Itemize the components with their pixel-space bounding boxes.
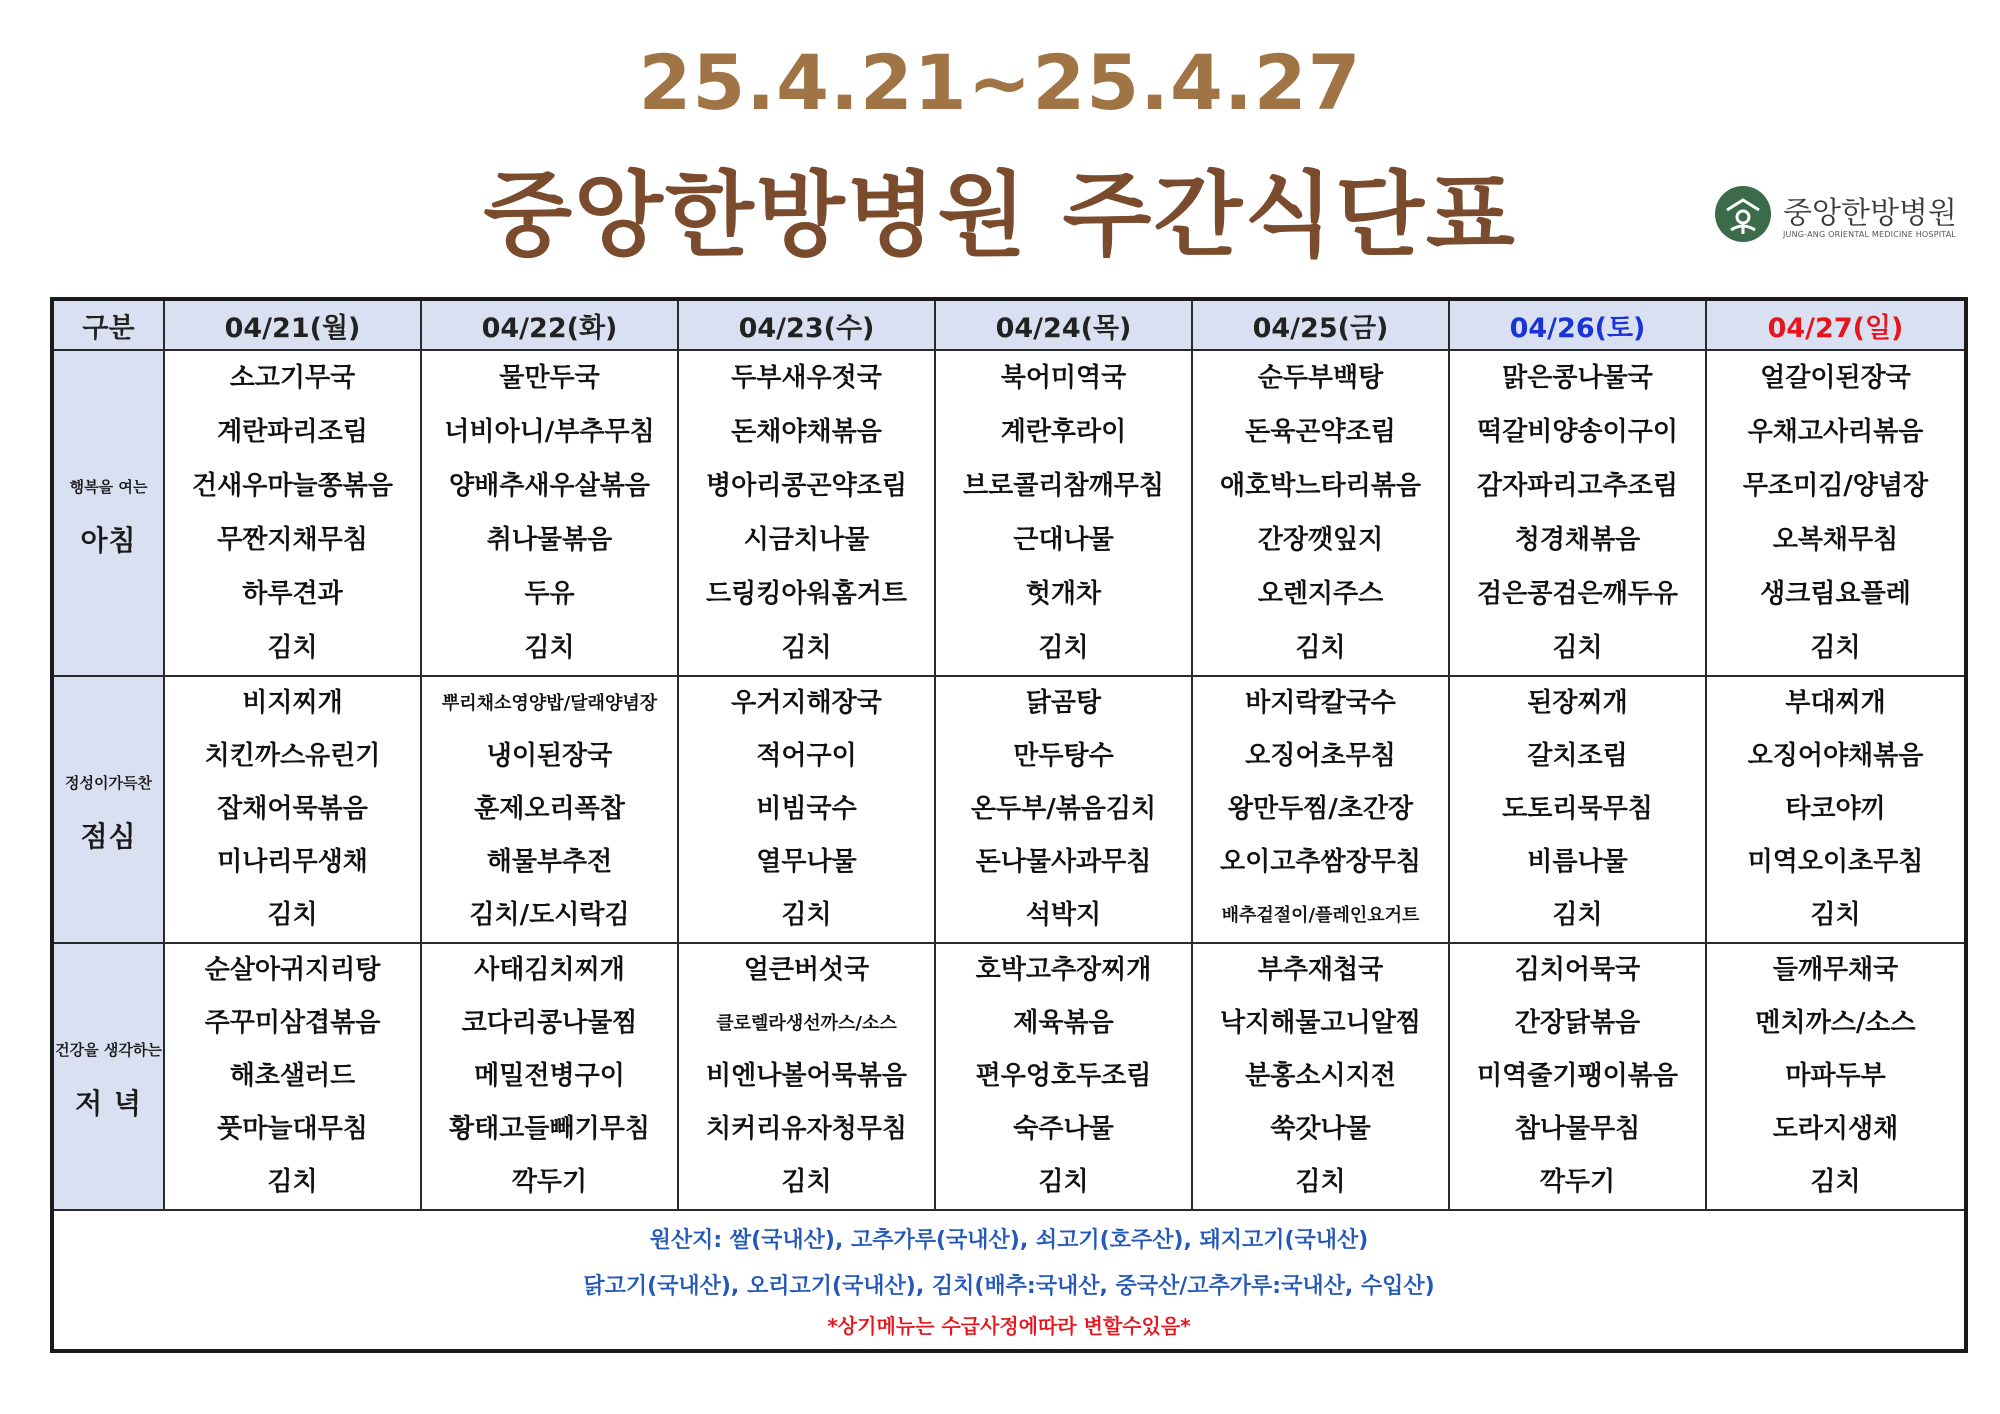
menu-cell	[1192, 943, 1449, 1210]
meal-name: 저 녁	[75, 1087, 142, 1120]
menu-item: 김치	[1810, 900, 1861, 930]
menu-cell	[164, 943, 421, 1210]
menu-item: 마파두부	[1785, 1061, 1886, 1091]
menu-item: 김치	[1295, 1167, 1346, 1197]
meal-subtitle: 정성이가득찬	[65, 774, 152, 792]
menu-item: 얼큰버섯국	[743, 955, 870, 985]
menu-item: 멘치까스/소스	[1755, 1008, 1916, 1038]
menu-cell	[421, 943, 678, 1210]
menu-cell	[421, 676, 678, 943]
menu-item: 잡채어묵볶음	[217, 794, 368, 824]
footer-notes	[52, 1210, 1966, 1351]
menu-item: 냉이된장국	[486, 741, 613, 771]
hospital-emblem-icon	[1713, 184, 1773, 244]
meal-label	[52, 943, 164, 1210]
menu-item: 얼갈이된장국	[1760, 363, 1911, 393]
menu-item: 김치	[781, 900, 832, 930]
menu-item: 시금치나물	[743, 525, 870, 555]
menu-item: 검은콩검은깨두유	[1477, 579, 1678, 609]
menu-item: 뿌리채소영양밥/달래양념장	[441, 693, 658, 714]
menu-item: 황태고들빼기무침	[449, 1114, 650, 1144]
meal-subtitle: 행복을 여는	[69, 477, 148, 496]
hospital-logo	[1713, 180, 1957, 252]
menu-item: 편우엉호두조림	[975, 1061, 1152, 1091]
menu-item: 코다리콩나물찜	[461, 1008, 638, 1038]
menu-item: 하루견과	[242, 579, 343, 609]
meal-subtitle: 건강을 생각하는	[55, 1041, 162, 1059]
menu-item: 도라지생채	[1772, 1114, 1899, 1144]
dinner-row	[52, 943, 1966, 1210]
menu-item: 깍두기	[511, 1167, 588, 1197]
menu-item: 떡갈비양송이구이	[1477, 417, 1678, 447]
breakfast-row	[52, 350, 1966, 676]
menu-item: 순살아귀지리탕	[204, 955, 381, 985]
menu-item: 해물부추전	[486, 847, 613, 877]
meal-label	[52, 350, 164, 676]
menu-item: 깍두기	[1539, 1167, 1616, 1197]
menu-cell	[678, 943, 935, 1210]
menu-item: 비름나물	[1527, 847, 1628, 877]
menu-item: 무짠지채무침	[217, 525, 368, 555]
meal-label	[52, 676, 164, 943]
menu-item: 돈나물사과무침	[975, 847, 1152, 877]
menu-item: 오징어야채볶음	[1747, 741, 1924, 771]
menu-item: 브로콜리참깨무침	[963, 471, 1164, 501]
menu-cell	[1449, 350, 1706, 676]
menu-item: 소고기무국	[229, 363, 356, 393]
menu-item: 김치	[1552, 900, 1603, 930]
menu-item: 돈채야채볶음	[731, 417, 882, 447]
menu-item: 갈치조림	[1527, 741, 1628, 771]
menu-item: 김치	[1810, 633, 1861, 663]
menu-item: 취나물볶음	[486, 525, 613, 555]
menu-item: 간장깻잎지	[1257, 525, 1384, 555]
menu-item: 부대찌개	[1785, 688, 1886, 718]
menu-item: 맑은콩나물국	[1502, 363, 1653, 393]
logo-subtitle: JUNG-ANG ORIENTAL MEDICINE HOSPITAL	[1783, 230, 1957, 239]
menu-item: 미역오이초무침	[1747, 847, 1924, 877]
menu-item: 북어미역국	[1000, 363, 1127, 393]
menu-item: 드링킹아워홈거트	[706, 579, 907, 609]
menu-item: 비엔나볼어묵볶음	[706, 1061, 907, 1091]
menu-item: 생크림요플레	[1760, 579, 1911, 609]
menu-item: 너비아니/부추무침	[444, 417, 655, 447]
menu-item: 두유	[524, 579, 575, 609]
menu-item: 왕만두찜/초간장	[1227, 794, 1414, 824]
menu-cell	[935, 676, 1192, 943]
menu-item: 건새우마늘쫑볶음	[192, 471, 393, 501]
menu-item: 메밀전병구이	[474, 1061, 625, 1091]
menu-item: 오이고추쌈장무침	[1220, 847, 1421, 877]
menu-item: 김치	[1038, 633, 1089, 663]
menu-cell	[678, 676, 935, 943]
menu-item: 바지락칼국수	[1245, 688, 1396, 718]
menu-cell	[1449, 943, 1706, 1210]
menu-item: 풋마늘대무침	[217, 1114, 368, 1144]
menu-item: 된장찌개	[1527, 688, 1628, 718]
menu-item: 미역줄기팽이볶음	[1477, 1061, 1678, 1091]
menu-cell	[164, 350, 421, 676]
menu-item: 들깨무채국	[1772, 955, 1899, 985]
menu-item: 제육볶음	[1013, 1008, 1114, 1038]
menu-item: 간장닭볶음	[1514, 1008, 1641, 1038]
day-header-saturday: 04/26(토)	[1449, 299, 1706, 350]
menu-cell	[935, 350, 1192, 676]
menu-item: 부추재첩국	[1257, 955, 1384, 985]
menu-item: 오렌지주스	[1257, 579, 1384, 609]
menu-item: 김치/도시락김	[469, 900, 630, 930]
page-title: 중앙한방병원 주간식단표	[483, 162, 1517, 269]
menu-item: 김치	[1038, 1167, 1089, 1197]
menu-item: 오징어초무침	[1245, 741, 1396, 771]
menu-item: 두부새우젓국	[731, 363, 882, 393]
menu-item: 쑥갓나물	[1270, 1114, 1371, 1144]
menu-item: 김치	[781, 1167, 832, 1197]
menu-item: 석박지	[1025, 900, 1102, 930]
menu-item: 무조미김/양념장	[1742, 471, 1929, 501]
menu-item: 양배추새우살볶음	[449, 471, 650, 501]
menu-item: 김치	[267, 900, 318, 930]
day-header: 04/24(목)	[935, 299, 1192, 350]
menu-cell	[678, 350, 935, 676]
corner-label: 구분	[52, 299, 164, 350]
menu-item: 닭곰탕	[1025, 688, 1102, 718]
weekly-menu-table	[50, 297, 1968, 1353]
menu-cell	[1192, 350, 1449, 676]
menu-item: 오복채무침	[1772, 525, 1899, 555]
menu-item: 주꾸미삼겹볶음	[204, 1008, 381, 1038]
menu-item: 김치	[1552, 633, 1603, 663]
menu-item: 청경채볶음	[1514, 525, 1641, 555]
menu-item: 김치어묵국	[1514, 955, 1641, 985]
menu-item: 우채고사리볶음	[1747, 417, 1924, 447]
menu-item: 도토리묵무침	[1502, 794, 1653, 824]
menu-cell	[421, 350, 678, 676]
menu-cell	[1706, 676, 1966, 943]
menu-item: 분홍소시지전	[1245, 1061, 1396, 1091]
menu-item: 계란파리조림	[217, 417, 368, 447]
origin-line-1: 원산지: 쌀(국내산), 고추가루(국내산), 쇠고기(호주산), 돼지고기(국내산)	[649, 1228, 1369, 1253]
menu-item: 클로렐라생선까스/소스	[716, 1013, 897, 1034]
menu-change-note: *상기메뉴는 수급사정에따라 변할수있음*	[827, 1314, 1191, 1338]
menu-item: 계란후라이	[1000, 417, 1127, 447]
menu-item: 호박고추장찌개	[975, 955, 1152, 985]
menu-item: 김치	[524, 633, 575, 663]
table-header-row	[52, 299, 1966, 350]
menu-item: 김치	[1810, 1167, 1861, 1197]
menu-item: 훈제오리폭찹	[474, 794, 625, 824]
menu-cell	[164, 676, 421, 943]
meal-name: 아침	[80, 523, 137, 557]
day-header: 04/22(화)	[421, 299, 678, 350]
day-header-sunday: 04/27(일)	[1706, 299, 1966, 350]
menu-cell	[935, 943, 1192, 1210]
menu-cell	[1192, 676, 1449, 943]
menu-item: 순두부백탕	[1257, 363, 1384, 393]
meal-name: 점심	[80, 820, 137, 853]
menu-item: 미나리무생채	[217, 847, 368, 877]
menu-cell	[1706, 943, 1966, 1210]
menu-item: 비빔국수	[756, 794, 857, 824]
date-range: 25.4.21~25.4.27	[638, 38, 1362, 127]
menu-item: 숙주나물	[1013, 1114, 1114, 1144]
menu-item: 해초샐러드	[229, 1061, 356, 1091]
menu-item: 근대나물	[1013, 525, 1114, 555]
menu-cell	[1706, 350, 1966, 676]
menu-item: 타코야끼	[1785, 794, 1886, 824]
menu-item: 우거지해장국	[731, 688, 882, 718]
menu-item: 참나물무침	[1514, 1114, 1641, 1144]
menu-item: 낙지해물고니알찜	[1220, 1008, 1421, 1038]
menu-item: 돈육곤약조림	[1245, 417, 1396, 447]
menu-item: 비지찌개	[242, 688, 343, 718]
menu-item: 김치	[781, 633, 832, 663]
menu-item: 배추겉절이/플레인요거트	[1221, 905, 1420, 926]
menu-item: 헛개차	[1025, 579, 1102, 609]
menu-item: 애호박느타리볶음	[1220, 471, 1421, 501]
day-header: 04/23(수)	[678, 299, 935, 350]
menu-item: 물만두국	[499, 363, 600, 393]
menu-item: 치커리유자청무침	[706, 1114, 907, 1144]
menu-item: 김치	[1295, 633, 1346, 663]
menu-item: 치킨까스유린기	[204, 741, 381, 771]
menu-item: 김치	[267, 1167, 318, 1197]
day-header: 04/21(월)	[164, 299, 421, 350]
origin-line-2: 닭고기(국내산), 오리고기(국내산), 김치(배추:국내산, 중국산/고추가루:국내산, 수입산)	[583, 1274, 1435, 1299]
lunch-row	[52, 676, 1966, 943]
menu-cell	[1449, 676, 1706, 943]
menu-item: 적어구이	[756, 741, 857, 771]
menu-item: 온두부/볶음김치	[970, 794, 1157, 824]
logo-name: 중앙한방병원	[1783, 196, 1957, 231]
menu-item: 감자파리고추조림	[1477, 471, 1678, 501]
menu-item: 열무나물	[756, 847, 857, 877]
menu-item: 김치	[267, 633, 318, 663]
day-header: 04/25(금)	[1192, 299, 1449, 350]
menu-item: 사태김치찌개	[474, 955, 625, 985]
menu-item: 만두탕수	[1013, 741, 1114, 771]
menu-item: 병아리콩곤약조림	[706, 471, 907, 501]
